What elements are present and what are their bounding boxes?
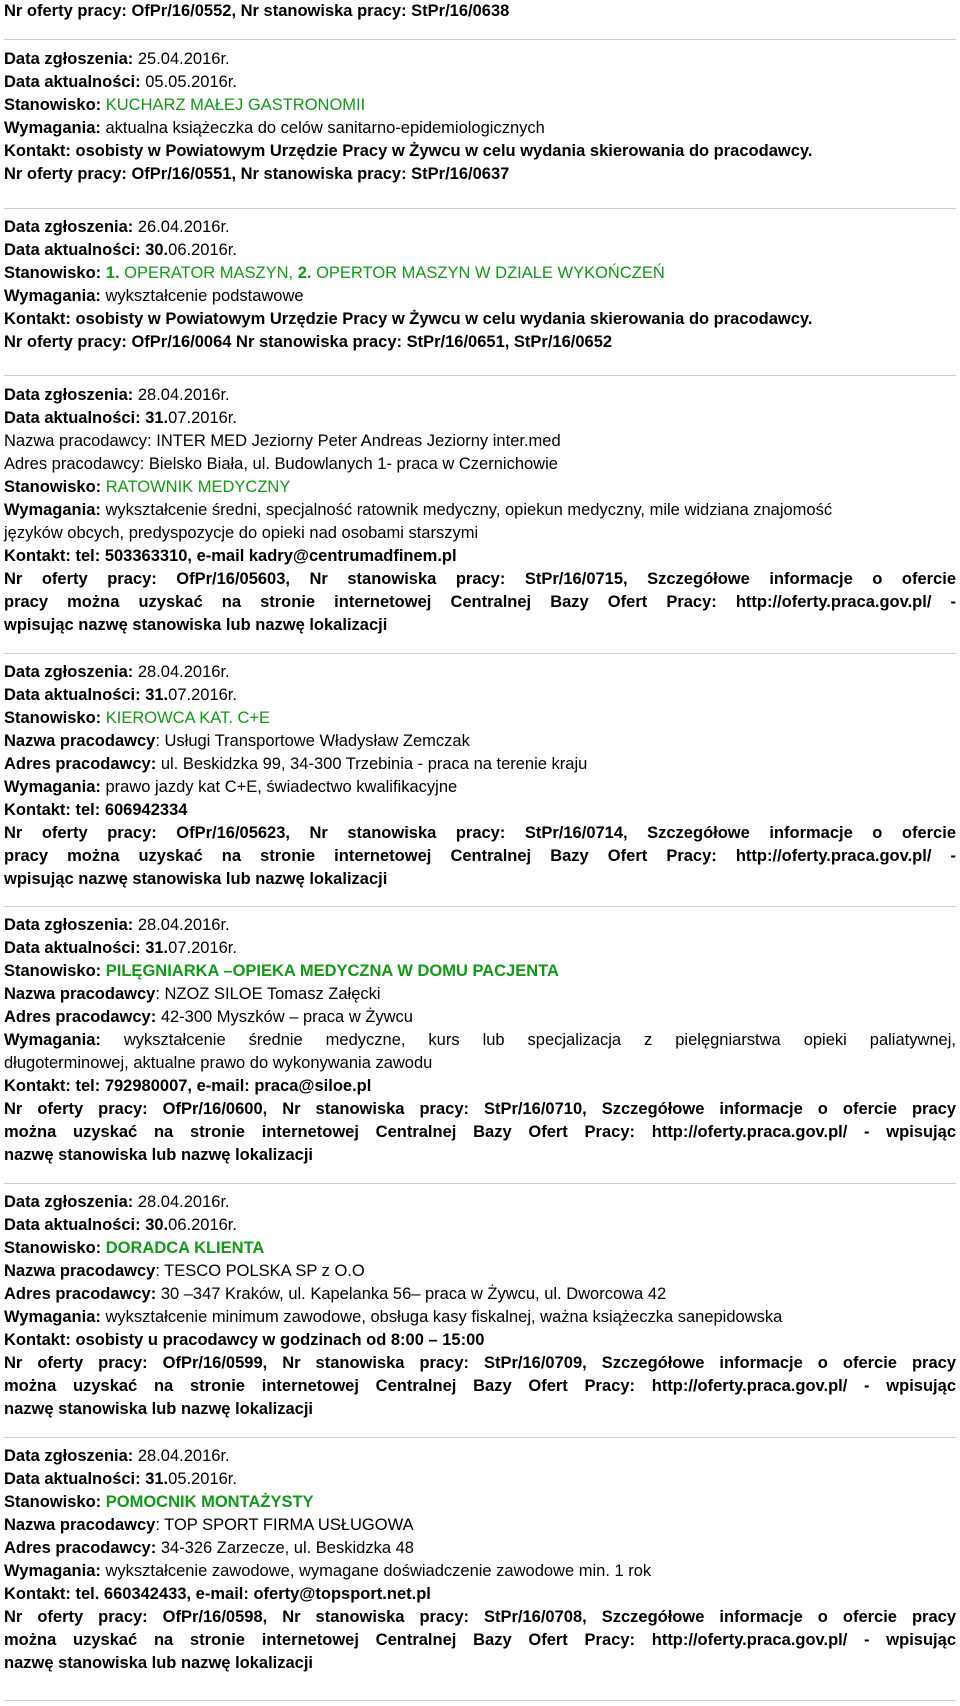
- text-line: [4, 1514, 414, 1536]
- position-title: OPERTOR MASZYN W DZIALE WYKOŃCZEŃ: [316, 264, 665, 282]
- text-line: [4, 1029, 956, 1051]
- text-segment: Nr oferty pracy: OfPr/16/0600, Nr stanowiska pracy: StPr/16/0710, Szczegółowe informacje o ofercie pracy: [4, 1100, 956, 1118]
- text-line: [4, 384, 230, 406]
- text-segment: Adres pracodawcy:: [4, 1539, 161, 1557]
- text-segment: 28.04.2016r.: [137, 386, 230, 404]
- text-line: [4, 983, 381, 1005]
- text-segment: 30 –347 Kraków, ul. Kapelanka 56– praca w Żywcu, ul. Dworcowa 42: [160, 1285, 667, 1303]
- text-segment: : Usługi Transportowe Władysław Zemczak: [155, 732, 470, 750]
- text-segment: : TOP SPORT FIRMA USŁUGOWA: [155, 1516, 414, 1534]
- text-segment: ul. Beskidzka 99, 34-300 Trzebinia - praca na terenie kraju: [160, 755, 588, 773]
- text-segment: Stanowisko:: [4, 478, 106, 496]
- text-line: [4, 1329, 484, 1351]
- text-line: [4, 1283, 666, 1305]
- text-segment: Data aktualności: 31.: [4, 1470, 169, 1488]
- text-segment: można uzyskać na stronie internetowej Centralnej Bazy Ofert Pracy: http://oferty.praca.gov.pl/ - wpisując: [4, 1631, 956, 1649]
- text-line: [4, 1191, 230, 1213]
- text-line: [4, 799, 187, 821]
- text-segment: Kontakt: tel: 606942334: [4, 801, 188, 819]
- text-line: [4, 1537, 414, 1559]
- text-line: [4, 591, 956, 613]
- text-line: [4, 1606, 956, 1628]
- text-line: [4, 545, 457, 567]
- text-segment: Wymagania:: [4, 778, 106, 796]
- text-segment: Data zgłoszenia:: [4, 916, 138, 934]
- separator-line: [4, 653, 956, 654]
- text-line: [4, 937, 237, 959]
- text-line: [4, 522, 478, 544]
- text-line: [4, 0, 509, 22]
- text-segment: można uzyskać na stronie internetowej Centralnej Bazy Ofert Pracy: http://oferty.praca.gov.pl/ - wpisując: [4, 1377, 956, 1395]
- text-line: [4, 216, 230, 238]
- text-segment: Data aktualności: 31.: [4, 686, 169, 704]
- text-line: [4, 568, 956, 590]
- text-line: [4, 1006, 413, 1028]
- text-line: [4, 1052, 432, 1074]
- text-line: [4, 430, 561, 452]
- position-title: RATOWNIK MEDYCZNY: [105, 478, 291, 496]
- text-segment: Data zgłoszenia:: [4, 50, 138, 68]
- text-segment: 06.2016r.: [168, 1216, 237, 1234]
- text-line: [4, 1260, 365, 1282]
- text-segment: nazwę stanowiska lub nazwę lokalizacji: [4, 1146, 314, 1164]
- text-segment: 05.2016r.: [168, 1470, 237, 1488]
- text-line: [4, 845, 956, 867]
- text-line: [4, 914, 230, 936]
- text-segment: Kontakt: tel. 660342433, e-mail: oferty@topsport.net.pl: [4, 1585, 431, 1603]
- text-line: [4, 163, 509, 185]
- text-line: [4, 308, 812, 330]
- text-line: [4, 1144, 313, 1166]
- separator-line: [4, 1437, 956, 1438]
- separator-line: [4, 208, 956, 209]
- text-segment: Stanowisko:: [4, 709, 106, 727]
- text-segment: 34-326 Zarzecze, ul. Beskidzka 48: [160, 1539, 414, 1557]
- text-segment: Kontakt: tel: 792980007, e-mail: praca@siloe.pl: [4, 1077, 372, 1095]
- text-segment: Stanowisko:: [4, 96, 106, 114]
- text-segment: pracy można uzyskać na stronie internetowej Centralnej Bazy Ofert Pracy: http://oferty.praca.gov.pl/ -: [4, 593, 956, 611]
- text-segment: Data zgłoszenia:: [4, 1447, 138, 1465]
- separator-line: [4, 39, 956, 40]
- text-segment: długoterminowej, aktualne prawo do wykonywania zawodu: [4, 1054, 433, 1072]
- separator-line: [4, 906, 956, 907]
- text-segment: 28.04.2016r.: [137, 1193, 230, 1211]
- text-segment: 26.04.2016r.: [137, 218, 230, 236]
- text-line: [4, 48, 230, 70]
- text-line: [4, 730, 470, 752]
- position-title: PILĘGNIARKA –OPIEKA MEDYCZNA W DOMU PACJENTA: [105, 962, 559, 980]
- text-segment: Adres pracodawcy:: [4, 1285, 161, 1303]
- text-segment: Kontakt: osobisty w Powiatowym Urzędzie Pracy w Żywcu w celu wydania skierowania do pracodawcy.: [4, 310, 813, 328]
- position-title: DORADCA KLIENTA: [105, 1239, 265, 1257]
- text-line: [4, 707, 270, 729]
- text-line: [4, 960, 559, 982]
- text-line: [4, 1560, 651, 1582]
- text-segment: można uzyskać na stronie internetowej Centralnej Bazy Ofert Pracy: http://oferty.praca.gov.pl/ - wpisując: [4, 1123, 956, 1141]
- text-segment: 06.2016r.: [168, 241, 237, 259]
- text-line: [4, 239, 237, 261]
- text-line: [4, 1214, 237, 1236]
- text-line: [4, 140, 812, 162]
- text-line: [4, 331, 612, 353]
- text-line: [4, 661, 230, 683]
- text-segment: Kontakt: osobisty u pracodawcy w godzinach od 8:00 – 15:00: [4, 1331, 485, 1349]
- position-title: 2.: [297, 264, 317, 282]
- text-segment: pracy można uzyskać na stronie internetowej Centralnej Bazy Ofert Pracy: http://oferty.praca.gov.pl/ -: [4, 847, 956, 865]
- text-segment: Kontakt: tel: 503363310, e-mail kadry@centrumadfinem.pl: [4, 547, 457, 565]
- text-segment: : NZOZ SILOE Tomasz Załęcki: [155, 985, 381, 1003]
- text-segment: wykształcenie podstawowe: [105, 287, 304, 305]
- text-segment: nazwę stanowiska lub nazwę lokalizacji: [4, 1400, 314, 1418]
- separator-line: [4, 1700, 956, 1701]
- text-line: [4, 1445, 230, 1467]
- text-line: [4, 753, 587, 775]
- text-segment: Wymagania:: [4, 501, 106, 519]
- text-line: [4, 684, 237, 706]
- separator-line: [4, 375, 956, 376]
- text-line: [4, 1398, 313, 1420]
- text-segment: nazwę stanowiska lub nazwę lokalizacji: [4, 1654, 314, 1672]
- text-line: [4, 499, 832, 521]
- text-segment: Data aktualności: 31.: [4, 939, 169, 957]
- text-line: [4, 1098, 956, 1120]
- text-segment: wykształcenie zawodowe, wymagane doświadczenie zawodowe min. 1 rok: [105, 1562, 652, 1580]
- text-segment: Adres pracodawcy:: [4, 755, 161, 773]
- text-segment: 07.2016r.: [168, 409, 237, 427]
- text-line: [4, 614, 387, 636]
- text-line: [4, 822, 956, 844]
- text-line: [4, 1491, 314, 1513]
- text-line: [4, 1375, 956, 1397]
- text-segment: Nr oferty pracy: OfPr/16/0598, Nr stanowiska pracy: StPr/16/0708, Szczegółowe informacje o ofercie pracy: [4, 1608, 956, 1626]
- text-line: [4, 1306, 782, 1328]
- text-segment: aktualna książeczka do celów sanitarno-epidemiologicznych: [105, 119, 545, 137]
- text-line: [4, 407, 237, 429]
- text-segment: Wymagania:: [4, 287, 106, 305]
- text-segment: Nr oferty pracy: OfPr/16/0599, Nr stanowiska pracy: StPr/16/0709, Szczegółowe informacje o ofercie pracy: [4, 1354, 956, 1372]
- text-segment: Stanowisko:: [4, 1493, 106, 1511]
- text-segment: Data aktualności: 30.: [4, 241, 169, 259]
- text-line: [4, 1237, 264, 1259]
- text-line: [4, 117, 545, 139]
- text-segment: Nr oferty pracy: OfPr/16/0551, Nr stanowiska pracy: StPr/16/0637: [4, 165, 510, 183]
- text-segment: 07.2016r.: [168, 939, 237, 957]
- text-segment: wykształcenie minimum zawodowe, obsługa kasy fiskalnej, ważna książeczka sanepidowska: [105, 1308, 783, 1326]
- text-segment: Wymagania:: [4, 119, 106, 137]
- position-title: 1.: [105, 264, 125, 282]
- text-segment: wykształcenie średni, specjalność ratownik medyczny, opiekun medyczny, mile widziana znajomość: [105, 501, 833, 519]
- text-line: [4, 1468, 237, 1490]
- text-segment: 28.04.2016r.: [137, 1447, 230, 1465]
- text-line: [4, 1583, 431, 1605]
- text-segment: wykształcenie średnie medyczne, kurs lub specjalizacja z pielęgniarstwa opieki paliatywnej,: [123, 1031, 956, 1049]
- text-line: [4, 1121, 956, 1143]
- text-segment: Nazwa pracodawcy: INTER MED Jeziorny Peter Andreas Jeziorny inter.med: [4, 432, 561, 450]
- text-segment: Wymagania:: [4, 1031, 124, 1049]
- text-segment: 42-300 Myszków – praca w Żywcu: [160, 1008, 413, 1026]
- text-segment: Data aktualności:: [4, 73, 146, 91]
- text-segment: 28.04.2016r.: [137, 916, 230, 934]
- text-segment: Data zgłoszenia:: [4, 218, 138, 236]
- text-line: [4, 476, 290, 498]
- text-segment: Nazwa pracodawcy: [4, 732, 156, 750]
- text-segment: Adres pracodawcy:: [4, 1008, 161, 1026]
- text-segment: Nazwa pracodawcy: [4, 1516, 156, 1534]
- text-line: [4, 868, 387, 890]
- text-line: [4, 262, 665, 284]
- text-line: [4, 776, 457, 798]
- text-segment: 05.05.2016r.: [145, 73, 237, 91]
- text-segment: Data zgłoszenia:: [4, 1193, 138, 1211]
- position-title: KUCHARZ MAŁEJ GASTRONOMII: [105, 96, 366, 114]
- text-segment: Wymagania:: [4, 1308, 106, 1326]
- text-segment: Wymagania:: [4, 1562, 106, 1580]
- position-title: OPERATOR MASZYN,: [124, 264, 298, 282]
- text-segment: Nr oferty pracy: OfPr/16/0552, Nr stanowiska pracy: StPr/16/0638: [4, 2, 510, 20]
- text-line: [4, 1652, 313, 1674]
- text-segment: Data aktualności: 30.: [4, 1216, 169, 1234]
- text-segment: 07.2016r.: [168, 686, 237, 704]
- text-segment: Stanowisko:: [4, 1239, 106, 1257]
- text-segment: 25.04.2016r.: [137, 50, 230, 68]
- text-line: [4, 1629, 956, 1651]
- text-segment: Adres pracodawcy: Bielsko Biała, ul. Budowlanych 1- praca w Czernichowie: [4, 455, 558, 473]
- position-title: POMOCNIK MONTAŻYSTY: [105, 1493, 314, 1511]
- text-segment: Nr oferty pracy: OfPr/16/05603, Nr stanowiska pracy: StPr/16/0715, Szczegółowe informacje o ofercie: [4, 570, 956, 588]
- text-segment: Nr oferty pracy: OfPr/16/0064 Nr stanowiska pracy: StPr/16/0651, StPr/16/0652: [4, 333, 613, 351]
- text-segment: Data aktualności: 31.: [4, 409, 169, 427]
- text-line: [4, 94, 365, 116]
- text-segment: Nazwa pracodawcy: [4, 1262, 156, 1280]
- text-segment: Stanowisko:: [4, 264, 106, 282]
- text-segment: języków obcych, predyspozycje do opieki nad osobami starszymi: [4, 524, 479, 542]
- text-segment: 28.04.2016r.: [137, 663, 230, 681]
- text-segment: wpisując nazwę stanowiska lub nazwę lokalizacji: [4, 870, 388, 888]
- text-segment: Kontakt: osobisty w Powiatowym Urzędzie Pracy w Żywcu w celu wydania skierowania do pracodawcy.: [4, 142, 813, 160]
- separator-line: [4, 1183, 956, 1184]
- text-segment: Data zgłoszenia:: [4, 663, 138, 681]
- position-title: KIEROWCA KAT. C+E: [105, 709, 271, 727]
- text-segment: Nr oferty pracy: OfPr/16/05623, Nr stanowiska pracy: StPr/16/0714, Szczegółowe informacje o ofercie: [4, 824, 956, 842]
- text-segment: Data zgłoszenia:: [4, 386, 138, 404]
- text-segment: prawo jazdy kat C+E, świadectwo kwalifikacyjne: [105, 778, 458, 796]
- text-segment: Stanowisko:: [4, 962, 106, 980]
- text-segment: wpisując nazwę stanowiska lub nazwę lokalizacji: [4, 616, 388, 634]
- text-line: [4, 285, 304, 307]
- text-line: [4, 453, 558, 475]
- text-line: [4, 1352, 956, 1374]
- text-segment: Nazwa pracodawcy: [4, 985, 156, 1003]
- text-segment: : TESCO POLSKA SP z O.O: [155, 1262, 365, 1280]
- text-line: [4, 1075, 371, 1097]
- text-line: [4, 71, 237, 93]
